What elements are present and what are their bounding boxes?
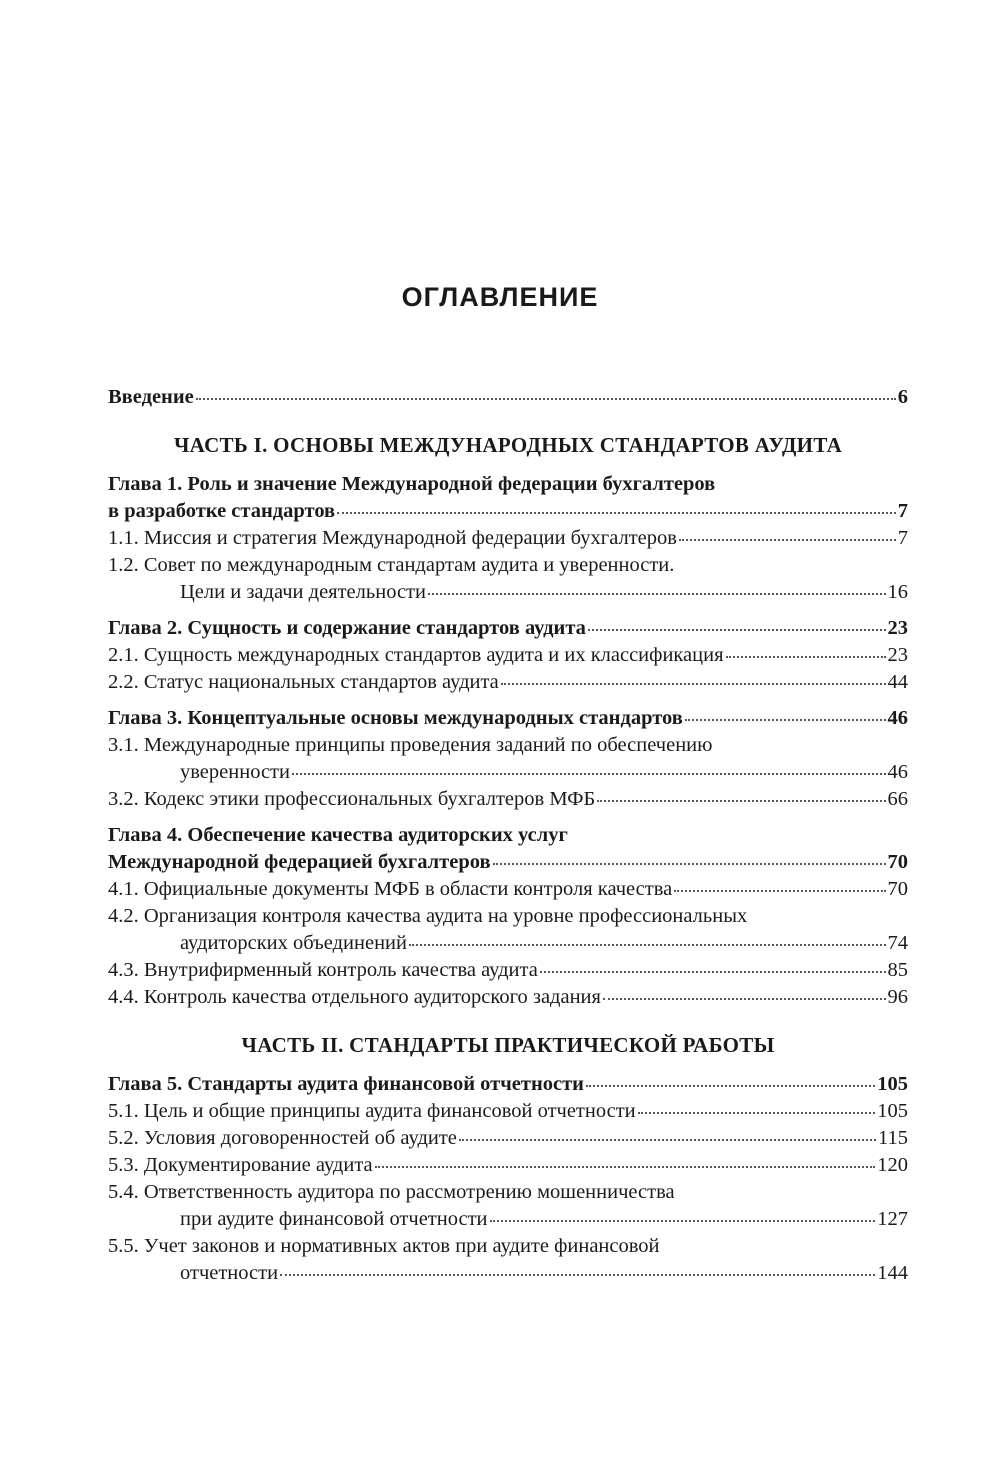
- toc-entry-text: 5.2. Условия договоренностей об аудите: [108, 1127, 457, 1149]
- dot-leader: [337, 512, 896, 514]
- dot-leader: [597, 800, 885, 802]
- toc-entry-text: 1.2. Совет по международным стандартам аудита и уверенности.: [108, 554, 675, 576]
- toc-entry-section-5-3: [108, 1152, 908, 1179]
- dot-leader: [292, 773, 886, 775]
- page-number: 144: [877, 1262, 908, 1284]
- page-number: 85: [887, 959, 908, 981]
- toc-entry-text: 2.1. Сущность международных стандартов аудита и их классификация: [108, 644, 724, 666]
- toc-entry-text: Глава 1. Роль и значение Международной федерации бухгалтеров: [108, 473, 716, 495]
- toc-entry-section-2-2: [108, 669, 908, 696]
- page-title: ОГЛАВЛЕНИЕ: [401, 282, 599, 312]
- page-number: 16: [887, 581, 908, 603]
- toc-entry-line: [108, 1260, 908, 1287]
- dot-leader: [679, 539, 896, 541]
- page-number: 23: [887, 617, 908, 639]
- toc-entry-chapter-1: [108, 471, 908, 525]
- page-number: 7: [897, 527, 908, 549]
- toc-entry-line: [108, 498, 908, 525]
- toc-entry-text: Глава 4. Обеспечение качества аудиторских услуг: [108, 824, 568, 846]
- toc-entry-text: 5.4. Ответственность аудитора по рассмотрению мошенничества: [108, 1181, 675, 1203]
- dot-leader: [540, 971, 886, 973]
- page-number: 70: [887, 851, 908, 873]
- page-number: 6: [897, 386, 908, 408]
- toc-entry-text: аудиторских объединений: [180, 932, 407, 954]
- toc-entry-text: 4.2. Организация контроля качества аудита на уровне профессиональных: [108, 905, 748, 927]
- toc-entry-line: [108, 930, 908, 957]
- toc-entry-chapter-2: [108, 615, 908, 642]
- toc-entry-chapter-3: [108, 705, 908, 732]
- toc-entry-intro: [108, 384, 908, 411]
- page-number: 66: [887, 788, 908, 810]
- toc-entry-section-1-2: [108, 552, 908, 606]
- toc-entry-text: Международной федерацией бухгалтеров: [108, 851, 491, 873]
- toc-entry-section-3-1: [108, 732, 908, 786]
- dot-leader: [588, 629, 886, 631]
- toc-entry-section-4-4: [108, 984, 908, 1011]
- dot-leader: [428, 593, 886, 595]
- page-number: 105: [877, 1100, 908, 1122]
- toc-entry-line: [108, 759, 908, 786]
- dot-leader: [603, 998, 886, 1000]
- page-number: 105: [877, 1073, 908, 1095]
- page-number: 120: [877, 1154, 908, 1176]
- toc-entry-section-4-1: [108, 876, 908, 903]
- page-number: 127: [877, 1208, 908, 1230]
- page-number: 115: [878, 1127, 908, 1149]
- toc-entry-text: Глава 3. Концептуальные основы международных стандартов: [108, 707, 683, 729]
- toc-entry-section-4-2: [108, 903, 908, 957]
- toc-entry-text: уверенности: [180, 761, 290, 783]
- toc-entry-text: 4.3. Внутрифирменный контроль качества аудита: [108, 959, 538, 981]
- dot-leader: [280, 1274, 875, 1276]
- dot-leader: [493, 863, 886, 865]
- toc-entry-line: [108, 579, 908, 606]
- dot-leader: [196, 398, 896, 400]
- toc-entry-text: отчетности: [180, 1262, 279, 1284]
- dot-leader: [685, 719, 886, 721]
- toc-entry-section-5-1: [108, 1098, 908, 1125]
- dot-leader: [638, 1112, 876, 1114]
- page-number: 70: [887, 878, 908, 900]
- dot-leader: [490, 1220, 876, 1222]
- toc-entry-section-4-3: [108, 957, 908, 984]
- toc-entry-text: в разработке стандартов: [108, 500, 336, 522]
- toc-entry-section-5-2: [108, 1125, 908, 1152]
- toc-entry-text: 5.1. Цель и общие принципы аудита финансовой отчетности: [108, 1100, 636, 1122]
- table-of-contents: [108, 384, 908, 1287]
- part-heading-2: ЧАСТЬ II. СТАНДАРТЫ ПРАКТИЧЕСКОЙ РАБОТЫ: [241, 1033, 775, 1057]
- toc-entry-line: [108, 1206, 908, 1233]
- toc-entry-text: 3.1. Международные принципы проведения заданий по обеспечению: [108, 734, 713, 756]
- page-number: 44: [887, 671, 908, 693]
- toc-entry-chapter-4: [108, 822, 908, 876]
- dot-leader: [375, 1166, 876, 1168]
- dot-leader: [459, 1139, 876, 1141]
- toc-entry-text: при аудите финансовой отчетности: [180, 1208, 488, 1230]
- page-number: 96: [887, 986, 908, 1008]
- toc-entry-text: 4.1. Официальные документы МФБ в области контроля качества: [108, 878, 673, 900]
- toc-entry-text: 2.2. Статус национальных стандартов аудита: [108, 671, 499, 693]
- page-number: 7: [897, 500, 908, 522]
- toc-entry-text: Глава 5. Стандарты аудита финансовой отчетности: [108, 1073, 584, 1095]
- toc-entry-line: [108, 849, 908, 876]
- toc-entry-section-5-5: [108, 1233, 908, 1287]
- toc-entry-section-3-2: [108, 786, 908, 813]
- toc-entry-section-5-4: [108, 1179, 908, 1233]
- page-number: 23: [887, 644, 908, 666]
- toc-entry-text: 4.4. Контроль качества отдельного аудиторского задания: [108, 986, 601, 1008]
- toc-entry-text: Цели и задачи деятельности: [180, 581, 426, 603]
- toc-entry-section-1-1: [108, 525, 908, 552]
- toc-entry-text: 5.5. Учет законов и нормативных актов при аудите финансовой: [108, 1235, 660, 1257]
- toc-entry-section-2-1: [108, 642, 908, 669]
- toc-entry-text: 1.1. Миссия и стратегия Международной федерации бухгалтеров: [108, 527, 677, 549]
- dot-leader: [501, 683, 886, 685]
- part-heading-1: ЧАСТЬ I. ОСНОВЫ МЕЖДУНАРОДНЫХ СТАНДАРТОВ АУДИТА: [173, 433, 843, 457]
- dot-leader: [586, 1085, 875, 1087]
- page-number: 46: [887, 707, 908, 729]
- toc-entry-text: 5.3. Документирование аудита: [108, 1154, 373, 1176]
- toc-entry-text: Глава 2. Сущность и содержание стандартов аудита: [108, 617, 586, 639]
- page-number: 74: [887, 932, 908, 954]
- toc-entry-chapter-5: [108, 1071, 908, 1098]
- toc-entry-text: Введение: [108, 386, 194, 408]
- dot-leader: [409, 944, 886, 946]
- dot-leader: [726, 656, 886, 658]
- page-number: 46: [887, 761, 908, 783]
- toc-entry-text: 3.2. Кодекс этики профессиональных бухгалтеров МФБ: [108, 788, 596, 810]
- dot-leader: [674, 890, 885, 892]
